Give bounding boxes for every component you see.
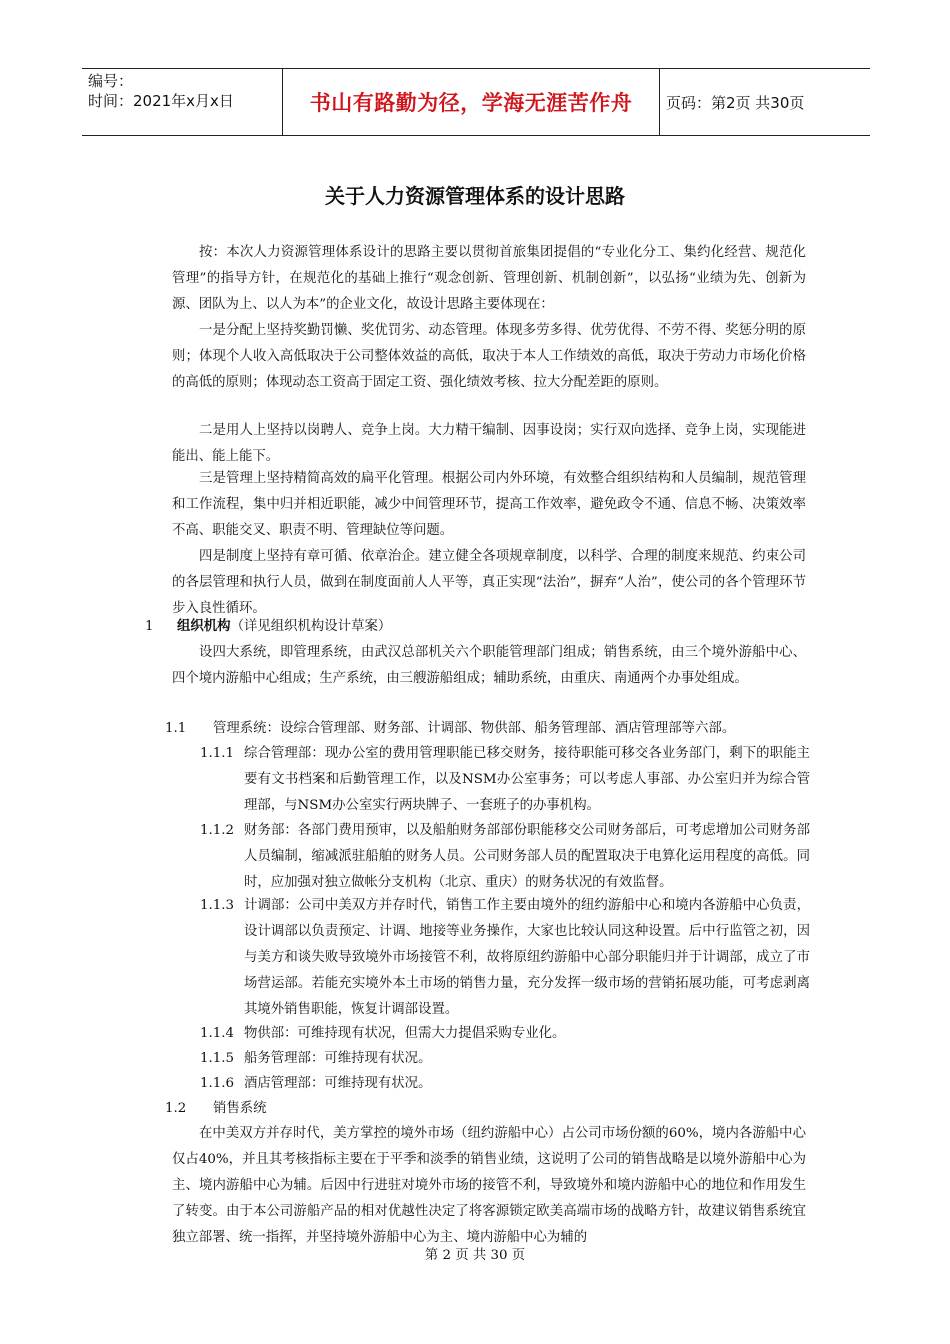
section-number: 1 [145, 619, 154, 634]
list-item [200, 1046, 810, 1072]
item-number: 1.1.4 [200, 1026, 235, 1041]
list-item [200, 1021, 810, 1047]
page-footer: 第 2 页 共 30 页 [424, 1248, 526, 1263]
item-text: 物供部：可维持现有状况，但需大力提倡采购专业化。 [244, 1026, 566, 1041]
list-item [200, 893, 810, 1023]
item-text: 财务部：各部门费用预审，以及船舶财务部部份职能移交公司财务部后，可考虑增加公司财务部人员编制，缩减派驻船舶的财务人员。公司财务部人员的配置取决于电算化运用程度的高低。同时，应加强对独立做帐分支机构（北京、重庆）的财务状况的有效监督。 [244, 823, 810, 890]
intro-paragraph: 按：本次人力资源管理体系设计的思路主要以贯彻首旅集团提倡的“专业化分工、集约化经营、规范化管理”的指导方针，在规范化的基础上推行“观念创新、管理创新、机制创新”，以弘扬“业绩为先、创新为源、团队为上、以人为本”的企业文化，故设计思路主要体现在： [172, 245, 806, 312]
section-title: 销售系统 [213, 1101, 267, 1116]
section-1-2-paragraph: 在中美双方并存时代，美方掌控的境外市场（纽约游船中心）占公司市场份额的60%，境内各游船中心仅占40%，并且其考核指标主要在于平季和淡季的销售业绩，这说明了公司的销售战略是以境外游船中心为主、境内游船中心为辅。后因中行进驻对境外市场的接管不利，导致境外和境内游船中心的地位和作用发生了转变。由于本公司游船产品的相对优越性决定了将客源锁定欧美高端市场的战略方针，故建议销售系统宜独立部署、统一指挥，并坚持境外游船中心为主、境内游船中心为辅的 [172, 1126, 806, 1245]
item-text: 计调部：公司中美双方并存时代，销售工作主要由境外的纽约游船中心和境内各游船中心负责，设计调部以负责预定、计调、地接等业务操作，大家也比较认同这种设置。后中行监管之初，因与美方和谈失败导致境外市场接管不利，故将原纽约游船中心部分职能归并于计调部，成立了市场营运部。若能充实境外本土市场的销售力量，充分发挥一级市场的营销拓展功能，可考虑剥离其境外销售职能，恢复计调部设置。 [244, 898, 810, 1017]
intro-paragraph: 四是制度上坚持有章可循、依章治企。建立健全各项规章制度，以科学、合理的制度来规范、约束公司的各层管理和执行人员，做到在制度面前人人平等，真正实现“法治”，摒弃“人治”，使公司的各个管理环节步入良性循环。 [172, 549, 806, 616]
item-text: 酒店管理部：可维持现有状况。 [244, 1076, 432, 1091]
intro-paragraph: 二是用人上坚持以岗聘人、竞争上岗。大力精干编制、因事设岗；实行双向选择、竞争上岗，实现能进能出、能上能下。 [172, 423, 806, 464]
page-header [82, 68, 870, 136]
item-number: 1.1.5 [200, 1051, 235, 1066]
header-page-info: 页码：第2页 共30页 [666, 93, 805, 112]
list-item [200, 741, 810, 819]
section-number: 1.2 [165, 1101, 187, 1116]
header-motto: 书山有路勤为径，学海无涯苦作舟 [282, 69, 660, 135]
intro-paragraph: 一是分配上坚持奖勤罚懒、奖优罚劣、动态管理。体现多劳多得、优劳优得、不劳不得、奖惩分明的原则；体现个人收入高低取决于公司整体效益的高低，取决于本人工作绩效的高低，取决于劳动力市场化价格的高低的原则；体现动态工资高于固定工资、强化绩效考核、拉大分配差距的原则。 [172, 323, 806, 390]
item-number: 1.1.2 [200, 823, 235, 838]
doc-number-label: 编号： [88, 72, 134, 90]
item-text: 船务管理部：可维持现有状况。 [244, 1051, 432, 1066]
section-note: （详见组织机构设计草案） [230, 619, 392, 634]
date-label: 时间：2021年x月x日 [88, 92, 234, 110]
page-title: 关于人力资源管理体系的设计思路 [325, 184, 625, 208]
section-1-heading [145, 614, 391, 640]
item-number: 1.1.1 [200, 746, 235, 761]
section-1-paragraph: 设四大系统，即管理系统，由武汉总部机关六个职能管理部门组成；销售系统，由三个境外游船中心、四个境内游船中心组成；生产系统，由三艘游船组成；辅助系统，由重庆、南通两个办事处组成。 [172, 645, 806, 686]
section-1-1-heading [165, 716, 735, 742]
item-number: 1.1.3 [200, 898, 235, 913]
section-title: 组织机构 [177, 619, 231, 634]
item-number: 1.1.6 [200, 1076, 235, 1091]
section-number: 1.1 [165, 721, 187, 736]
intro-paragraph: 三是管理上坚持精简高效的扁平化管理。根据公司内外环境，有效整合组织结构和人员编制，规范管理和工作流程，集中归并相近职能，减少中间管理环节，提高工作效率，避免政令不通、信息不畅、决策效率不高、职能交叉、职责不明、管理缺位等问题。 [172, 471, 806, 538]
section-1-2-heading [165, 1096, 267, 1122]
section-text: 管理系统：设综合管理部、财务部、计调部、物供部、船务管理部、酒店管理部等六部。 [213, 721, 736, 736]
list-item [200, 1071, 810, 1097]
item-text: 综合管理部：现办公室的费用管理职能已移交财务，接待职能可移交各业务部门，剩下的职能主要有文书档案和后勤管理工作，以及NSM办公室事务；可以考虑人事部、办公室归并为综合管理部，与NSM办公室实行两块牌子、一套班子的办事机构。 [244, 746, 810, 813]
list-item [200, 818, 810, 896]
header-meta [82, 69, 282, 135]
